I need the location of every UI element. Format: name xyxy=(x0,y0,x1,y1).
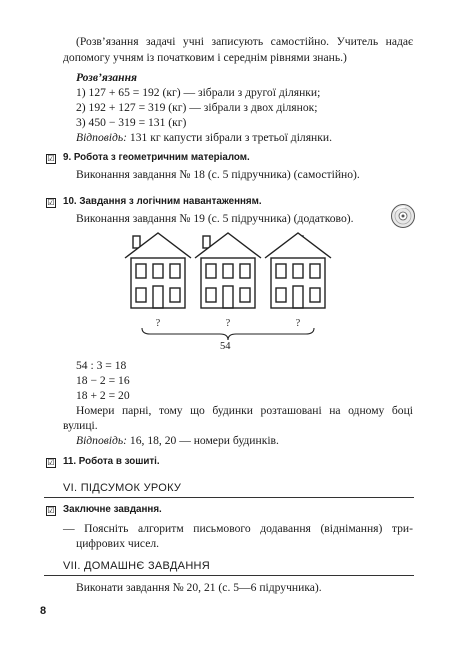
cd-disc-icon xyxy=(390,203,416,229)
solution-step-3: 3) 450 − 319 = 131 (кг) xyxy=(76,116,187,129)
answer-text: 131 кг капусти зібрали з третьої ділянки. xyxy=(127,131,332,144)
solution-answer xyxy=(76,130,332,145)
explain-line-1: Номери парні, тому що будинки розташовані на одному боці xyxy=(76,404,413,417)
question-mark-2: ? xyxy=(225,318,231,329)
section-6-rule xyxy=(44,497,414,498)
house-1 xyxy=(125,233,191,308)
calc-line-1: 54 : 3 = 18 xyxy=(76,359,127,372)
section-7-rule xyxy=(44,575,414,576)
houses-figure xyxy=(120,228,340,346)
answer-label: Відповідь: xyxy=(76,131,128,144)
explain-line-2: вулиці. xyxy=(63,419,98,432)
solution-step-2: 2) 192 + 127 = 319 (кг) — зібрали з двох ділянок; xyxy=(76,101,318,114)
section-6-title: VI. ПІДСУМОК УРОКУ xyxy=(63,482,182,494)
answer-2 xyxy=(76,433,279,448)
calc-line-2: 18 − 2 = 16 xyxy=(76,374,130,387)
question-mark-1: ? xyxy=(155,318,161,329)
check-icon: ☑ xyxy=(47,506,55,515)
homework-text: Виконати завдання № 20, 21 (с. 5—6 підручника). xyxy=(76,581,322,594)
question-mark-3: ? xyxy=(295,318,301,329)
house-2 xyxy=(195,233,261,308)
section-7-title: VII. ДОМАШНЄ ЗАВДАННЯ xyxy=(63,560,211,572)
intro-line-2: допомогу учням із початковим і середнім рівнями знань.) xyxy=(63,51,347,64)
task-10-title: 10. Завдання з логічним навантаженням. xyxy=(63,196,262,207)
check-icon: ☑ xyxy=(47,198,55,207)
total-label: 54 xyxy=(220,341,231,352)
page-number: 8 xyxy=(40,605,47,617)
task-9-title: 9. Робота з геометричним матеріалом. xyxy=(63,152,250,163)
solution-step-1: 1) 127 + 65 = 192 (кг) — зібрали з другої ділянки; xyxy=(76,86,321,99)
task-11-title: 11. Робота в зошиті. xyxy=(63,456,160,467)
task-10-text: Виконання завдання № 19 (с. 5 підручника) (додатково). xyxy=(76,212,354,225)
final-task-line-1: — Поясніть алгоритм письмового додавання (віднімання) три- xyxy=(63,522,413,535)
answer-2-text: 16, 18, 20 — номери будинків. xyxy=(127,434,279,447)
house-3 xyxy=(265,233,331,308)
calc-line-3: 18 + 2 = 20 xyxy=(76,389,130,402)
final-task-line-2: цифрових чисел. xyxy=(76,537,160,550)
solution-heading: Розв’язання xyxy=(76,71,138,84)
check-icon: ☑ xyxy=(47,154,55,163)
final-task-title: Заключне завдання. xyxy=(63,504,162,515)
intro-line-1: (Розв’язання задачі учні записують самостійно. Учитель надає xyxy=(76,35,413,48)
answer-2-label: Відповідь: xyxy=(76,434,128,447)
check-icon: ☑ xyxy=(47,458,55,467)
task-9-text: Виконання завдання № 18 (с. 5 підручника) (самостійно). xyxy=(76,168,360,181)
